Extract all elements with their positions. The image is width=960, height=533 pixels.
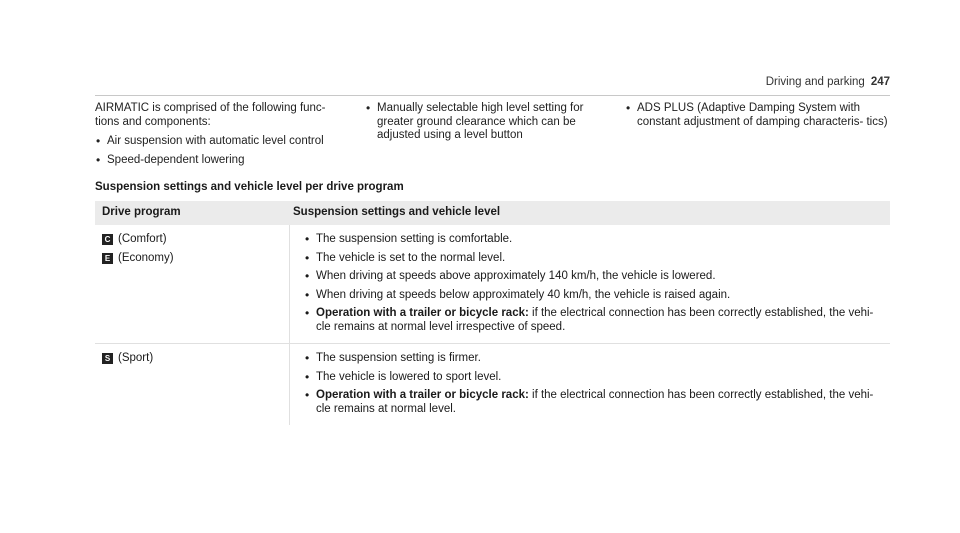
list-item: • When driving at speeds below approximately 40 km/h, the vehicle is raised again.	[304, 289, 882, 303]
intro-column-right	[625, 102, 890, 134]
trailer-note-label: Operation with a trailer or bicycle rack:	[316, 389, 529, 401]
list-item: • Manually selectable high level setting for greater ground clearance which can be adjusted using a level button	[365, 102, 605, 143]
drive-program-cell	[95, 344, 290, 425]
section-title: Suspension settings and vehicle level per drive program	[95, 181, 404, 193]
list-item: • Speed-dependent lowering	[95, 154, 345, 168]
table-row	[95, 344, 890, 425]
list-item: • The suspension setting is firmer.	[304, 352, 882, 366]
program-economy	[102, 252, 289, 266]
intro-text: AIRMATIC is comprised of the following func- tions and components:	[95, 102, 326, 128]
program-label: (Sport)	[118, 352, 154, 364]
program-label: (Economy)	[118, 251, 174, 264]
list-item: • The vehicle is lowered to sport level.	[304, 371, 882, 385]
intro-column-left	[95, 102, 345, 172]
table-header	[95, 201, 890, 225]
page-number: 247	[870, 76, 890, 88]
list-item: • When driving at speeds above approximately 140 km/h, the vehicle is lowered.	[304, 270, 882, 284]
page-header	[766, 76, 890, 88]
comfort-mode-icon: C	[102, 234, 113, 245]
list-item: • Air suspension with automatic level control	[95, 135, 345, 149]
drive-program-table	[95, 201, 890, 425]
sport-mode-icon: S	[102, 353, 113, 364]
intro-column-middle	[365, 102, 605, 148]
column-header-drive-program: Drive program	[102, 206, 181, 219]
header-section: Driving and parking	[765, 76, 865, 88]
economy-mode-icon: E	[102, 253, 113, 264]
list-item: • The vehicle is set to the normal level.	[304, 252, 882, 266]
table-row	[95, 225, 890, 344]
list-item	[304, 307, 882, 334]
list-item: • ADS PLUS (Adaptive Damping System with constant adjustment of damping characteris- tics)	[625, 102, 890, 129]
list-item: • The suspension setting is comfortable.	[304, 233, 882, 247]
program-label: (Comfort)	[118, 233, 167, 245]
list-item	[304, 389, 882, 416]
trailer-note-label: Operation with a trailer or bicycle rack:	[316, 307, 529, 319]
suspension-cell	[290, 344, 890, 425]
program-sport	[102, 352, 289, 366]
suspension-cell	[290, 225, 890, 343]
trailer-note-text: if the electrical connection has been correctly established, the vehi- cle remains at normal level irrespective of speed.	[316, 307, 874, 333]
trailer-note-text: if the electrical connection has been correctly established, the vehi- cle remains at normal level.	[316, 389, 874, 415]
column-header-suspension: Suspension settings and vehicle level	[293, 206, 501, 219]
program-comfort	[102, 233, 289, 247]
header-divider	[95, 95, 890, 96]
drive-program-cell	[95, 225, 290, 343]
